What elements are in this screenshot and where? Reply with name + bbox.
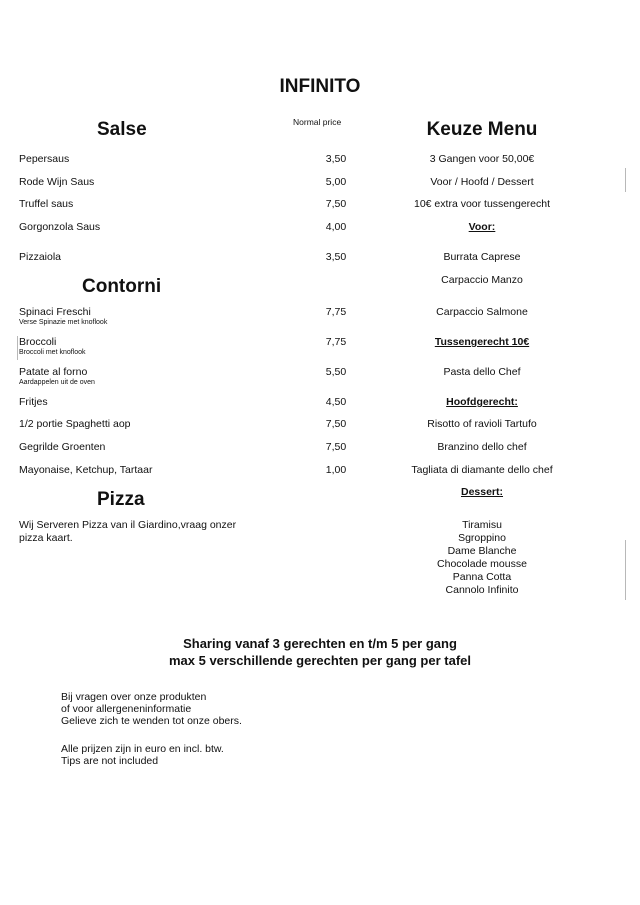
contorni-item-price: 7,75 (325, 306, 347, 318)
contorni-item-price: 7,50 (325, 418, 347, 430)
hoofdgerecht-heading: Hoofdgerecht: (446, 396, 518, 408)
dessert-item: Panna Cotta (452, 571, 512, 583)
salse-item-name: Pepersaus (19, 153, 70, 165)
contorni-item-name: Spinaci Freschi (19, 306, 91, 318)
voor-item: Carpaccio Salmone (436, 306, 528, 318)
keuze-menu-heading: Keuze Menu (426, 119, 538, 140)
salse-item-name: Rode Wijn Saus (19, 176, 95, 188)
footer-line: Gelieve zich te wenden tot onze obers. (61, 715, 242, 727)
contorni-item-description: Broccoli met knoflook (19, 349, 86, 356)
contorni-heading: Contorni (82, 276, 162, 297)
voor-item: Carpaccio Manzo (441, 274, 523, 286)
scan-artifact-line (625, 540, 626, 600)
footer-line: Alle prijzen zijn in euro en incl. btw. (61, 743, 224, 755)
contorni-item-price: 5,50 (325, 366, 347, 378)
dessert-item: Chocolade mousse (437, 558, 527, 570)
page-title: INFINITO (279, 76, 361, 97)
contorni-item-name: Patate al forno (19, 366, 88, 378)
salse-heading: Salse (97, 119, 147, 140)
price-notice (61, 743, 224, 767)
contorni-item-price: 1,00 (325, 464, 347, 476)
salse-item-price: 3,50 (325, 153, 347, 165)
salse-item-price: 7,50 (325, 198, 347, 210)
hoofdgerecht-item: Risotto of ravioli Tartufo (427, 418, 537, 430)
price-column-header: Normal price (293, 117, 342, 127)
allergen-notice (61, 691, 242, 727)
contorni-item-name: Mayonaise, Ketchup, Tartaar (19, 464, 153, 476)
contorni-item-price: 4,50 (325, 396, 347, 408)
contorni-item-description: Aardappelen uit de oven (19, 379, 95, 386)
keuze-line: 10€ extra voor tussengerecht (414, 198, 550, 210)
footer-line: of voor allergeneninformatie (61, 703, 192, 715)
salse-item-price: 4,00 (325, 221, 347, 233)
voor-item: Burrata Caprese (443, 251, 521, 263)
keuze-line: Voor / Hoofd / Dessert (430, 176, 534, 188)
salse-item-price: 3,50 (325, 251, 347, 263)
dessert-list (382, 519, 582, 597)
contorni-item-name: Fritjes (19, 396, 48, 408)
tussengerecht-item: Pasta dello Chef (443, 366, 521, 378)
sharing-line: max 5 verschillende gerechten per gang per tafel (168, 653, 471, 668)
salse-item-name: Pizzaiola (19, 251, 62, 263)
hoofdgerecht-item: Tagliata di diamante dello chef (411, 464, 553, 476)
sharing-line: Sharing vanaf 3 gerechten en t/m 5 per gang (183, 636, 457, 651)
contorni-item-name: 1/2 portie Spaghetti aop (19, 418, 131, 430)
dessert-item: Cannolo Infinito (445, 584, 519, 596)
salse-item-name: Gorgonzola Saus (19, 221, 101, 233)
pizza-description: Wij Serveren Pizza van il Giardino,vraag onzer pizza kaart. (19, 519, 237, 544)
pizza-heading: Pizza (97, 489, 145, 510)
salse-item-price: 5,00 (325, 176, 347, 188)
tussengerecht-heading: Tussengerecht 10€ (434, 336, 530, 348)
contorni-item-name: Gegrilde Groenten (19, 441, 106, 453)
dessert-heading: Dessert: (460, 486, 504, 498)
salse-item-name: Truffel saus (19, 198, 74, 210)
hoofdgerecht-item: Branzino dello chef (437, 441, 527, 453)
scan-artifact-line (625, 168, 626, 192)
voor-heading: Voor: (468, 221, 496, 233)
dessert-item: Dame Blanche (447, 545, 517, 557)
scan-artifact-line (17, 336, 18, 360)
footer-line: Bij vragen over onze produkten (61, 691, 207, 703)
contorni-item-price: 7,75 (325, 336, 347, 348)
contorni-item-name: Broccoli (19, 336, 57, 348)
footer-line: Tips are not included (61, 755, 159, 767)
keuze-line: 3 Gangen voor 50,00€ (429, 153, 535, 165)
dessert-item: Tiramisu (462, 519, 502, 531)
dessert-item: Sgroppino (458, 532, 506, 544)
contorni-item-description: Verse Spinazie met knoflook (19, 319, 108, 326)
contorni-item-price: 7,50 (325, 441, 347, 453)
